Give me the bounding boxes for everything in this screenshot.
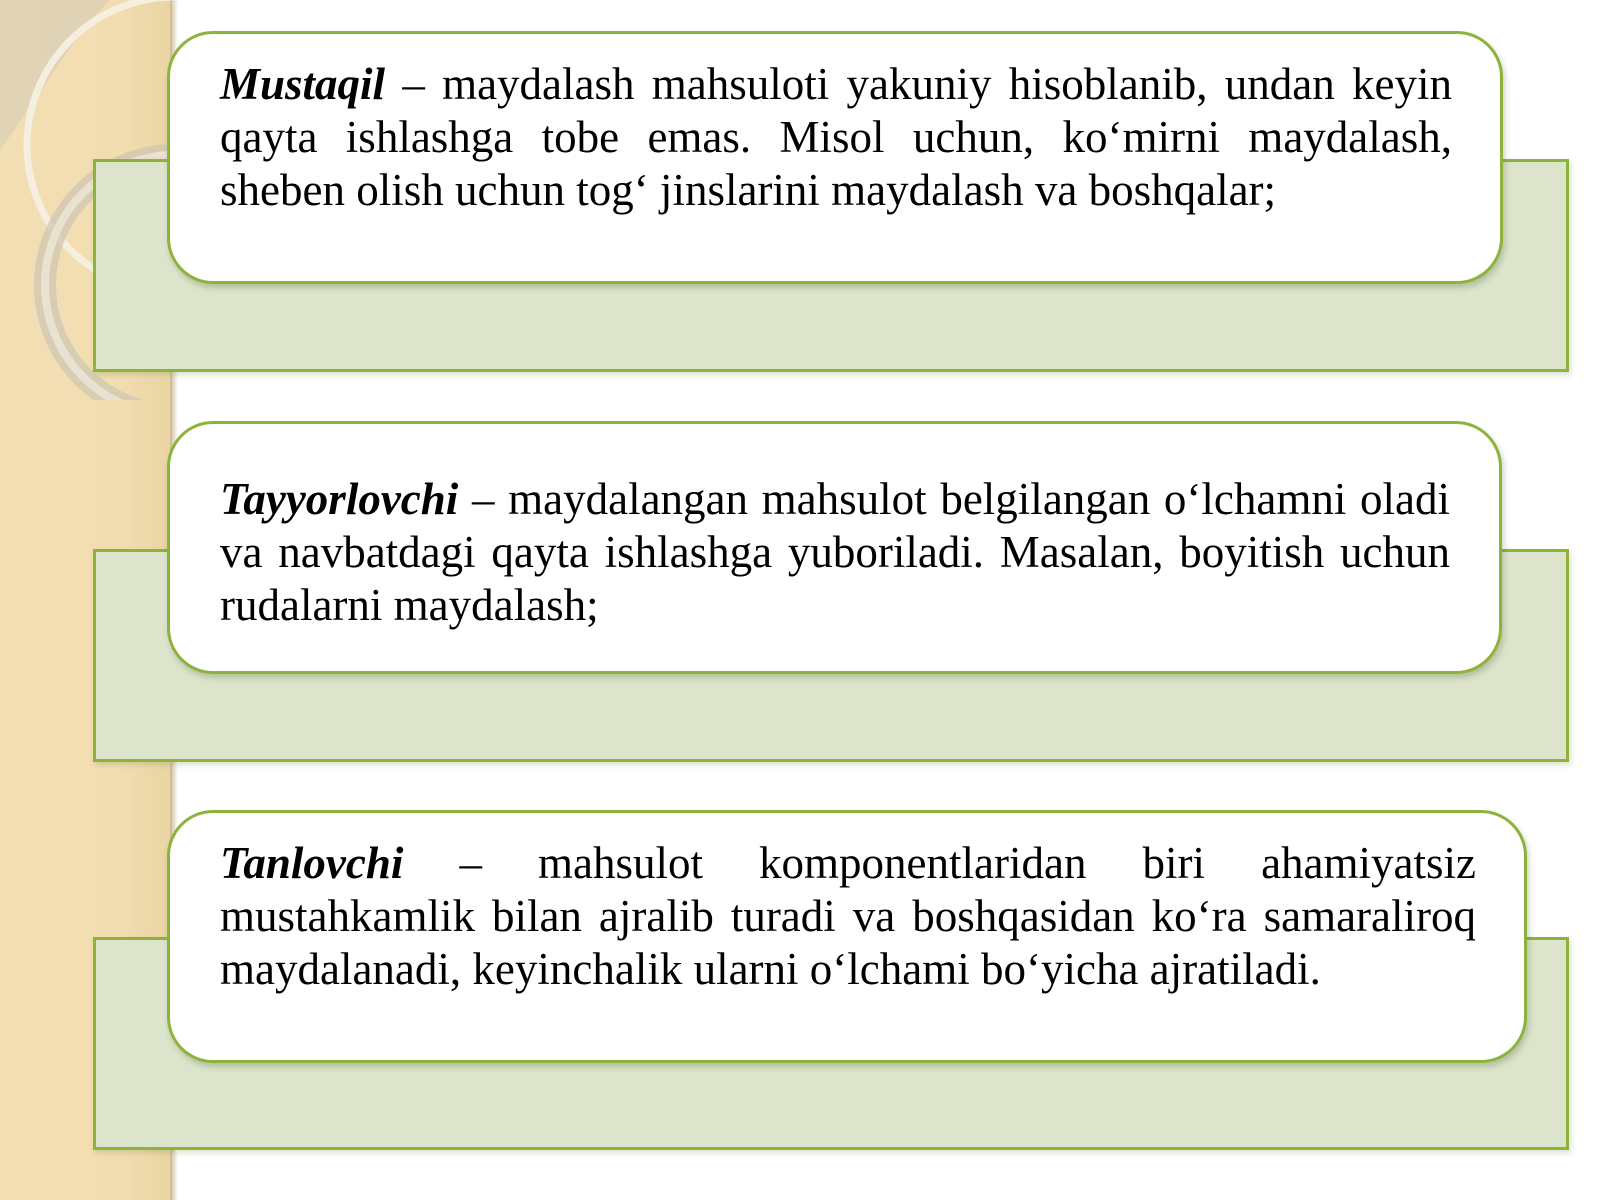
item-3-card	[167, 810, 1527, 1063]
item-2-description: – maydalangan mahsulot belgilangan o‘lchamni oladi va navbatdagi qayta ishlashga yuboriladi. Masalan, boyitish uchun rudalarni maydalash;	[220, 474, 1450, 630]
item-2-term: Tayyorlovchi	[220, 474, 459, 524]
item-1-term: Mustaqil	[220, 59, 386, 109]
item-1-card	[167, 31, 1503, 284]
item-1-paragraph	[220, 58, 1452, 217]
item-3-term: Tanlovchi	[220, 838, 404, 888]
item-2-card	[167, 421, 1502, 674]
item-3-paragraph	[220, 837, 1476, 996]
item-1-description: – maydalash mahsuloti yakuniy hisoblanib, undan keyin qayta ishlashga tobe emas. Misol uchun, ko‘mirni maydalash, sheben olish uchun tog‘ jinslarini maydalash va boshqalar;	[220, 59, 1452, 215]
item-3-description: – mahsulot komponentlaridan biri ahamiyatsiz mustahkamlik bilan ajralib turadi va boshqasidan ko‘ra samaraliroq maydalanadi, keyinchalik ularni o‘lchami bo‘yicha ajratiladi.	[220, 838, 1476, 994]
item-2-paragraph	[220, 473, 1450, 632]
